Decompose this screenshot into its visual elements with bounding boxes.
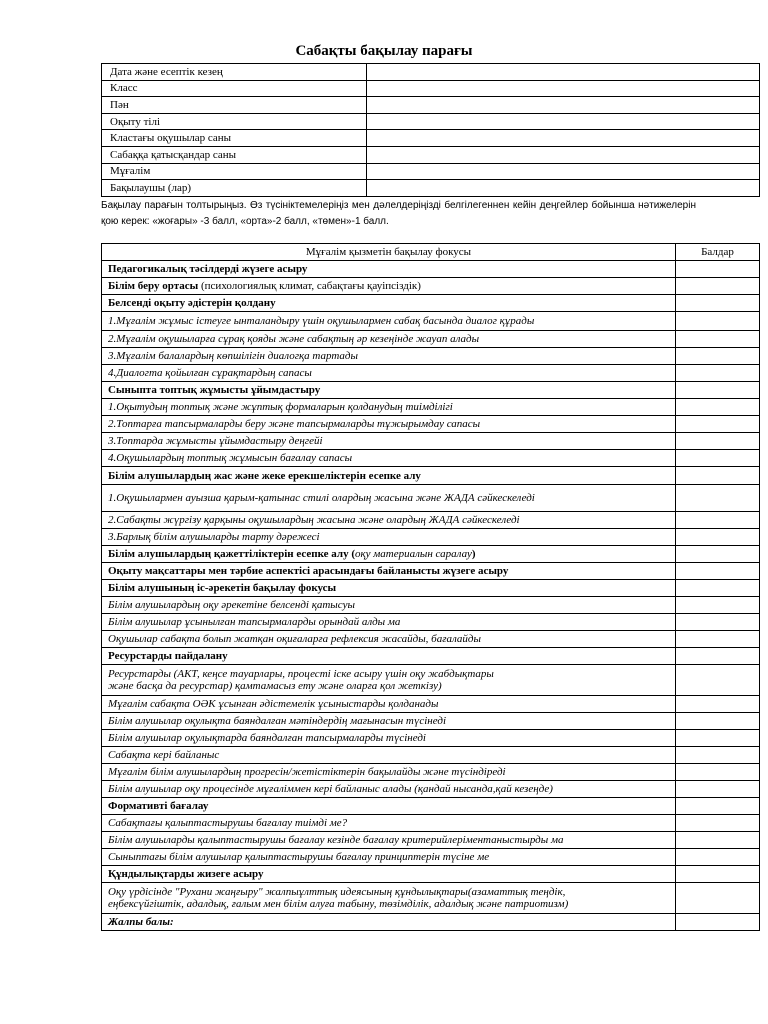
score-cell[interactable] [676,348,760,365]
info-row [102,180,760,197]
focus-item [102,467,676,485]
focus-item [102,433,676,450]
focus-item [102,529,676,546]
focus-row [102,781,760,798]
focus-item-text: Жалпы балы: [108,916,174,928]
focus-item [102,781,676,798]
focus-row [102,883,760,914]
info-value-cell[interactable] [367,163,760,180]
focus-item [102,815,676,832]
focus-item-text: 2.Сабақты жүргізу қарқыны оқушылардың жасына және олардың ЖАДА сәйкескеледі [108,514,520,526]
score-cell[interactable] [676,597,760,614]
score-cell[interactable] [676,781,760,798]
score-cell[interactable] [676,295,760,312]
info-table [101,63,760,197]
focus-row [102,546,760,563]
focus-row [102,261,760,278]
focus-row [102,512,760,529]
score-cell[interactable] [676,485,760,512]
focus-item [102,866,676,883]
info-label: Мұғалім [102,163,367,180]
score-cell[interactable] [676,529,760,546]
focus-item [102,914,676,931]
score-cell[interactable] [676,730,760,747]
info-value-cell[interactable] [367,97,760,114]
score-cell[interactable] [676,580,760,597]
focus-item-text: Білім алушылардың қажеттіліктерін есепке алу ( [108,548,355,560]
focus-item-text: Білім алушылар ұсынылған тапсырмаларды орындай алды ма [108,616,401,628]
focus-item-text: Білім алушылардың жас және жеке ерекшеліктерін есепке алу [108,469,421,482]
focus-item-text: Білім беру ортасы [108,280,199,292]
focus-table [101,243,760,931]
info-label: Дата және есептік кезең [102,64,367,81]
focus-item-text: 4.Оқушылардың топтық жұмысын бағалау сапасы [108,452,353,464]
focus-item [102,696,676,713]
score-cell[interactable] [676,815,760,832]
focus-item-text: Ресурстарды пайдалану [108,650,228,662]
focus-item-text: Білім алушылар оқулықтарда баяндалған тапсырмаларды түсінеді [108,732,426,744]
score-cell[interactable] [676,713,760,730]
focus-item-text: Оқушылар сабақта болып жатқан оқиғаларға рефлексия жасайды, бағалайды [108,633,481,645]
info-value-cell[interactable] [367,113,760,130]
focus-item-text: 3.Топтарда жұмысты ұйымдастыру деңгейі [108,435,323,447]
focus-row [102,382,760,399]
score-cell[interactable] [676,382,760,399]
focus-item-text: Оқу үрдісінде "Рухани жаңғыру" жалпыұлттық идеясының құндылықтары(азаматтық теңдік, [108,886,566,898]
info-row [102,64,760,81]
score-cell[interactable] [676,648,760,665]
focus-row [102,631,760,648]
focus-item-text: Мұғалім сабақта ОӘК ұсынған әдістемелік ұсыныстарды қолданады [108,698,439,710]
focus-row [102,798,760,815]
score-cell[interactable] [676,416,760,433]
focus-item-text: және басқа да ресурстар) қамтамасыз ету және оларға қол жеткізу) [108,680,442,692]
focus-item-text: 1.Оқушылармен ауызша қарым-қатынас стилі олардың жасына және ЖАДА сәйкескеледі [108,492,535,504]
score-cell[interactable] [676,696,760,713]
focus-item [102,597,676,614]
focus-row [102,580,760,597]
info-row [102,80,760,97]
focus-item-text: Білім алушының іс-әрекетін бақылау фокусы [108,582,337,594]
info-label: Бақылаушы (лар) [102,180,367,197]
focus-item [102,580,676,597]
focus-item [102,832,676,849]
score-cell[interactable] [676,278,760,295]
focus-row [102,467,760,485]
focus-item [102,382,676,399]
focus-item [102,883,676,914]
focus-item-text: Сыныпта топтық жұмысты ұйымдастыру [108,384,321,396]
focus-row [102,815,760,832]
score-cell[interactable] [676,883,760,914]
info-row [102,97,760,114]
focus-row [102,331,760,348]
focus-item [102,416,676,433]
score-cell[interactable] [676,832,760,849]
focus-item [102,665,676,696]
info-row [102,163,760,180]
focus-item-text: Формативті бағалау [108,800,209,812]
score-cell[interactable] [676,866,760,883]
focus-item-text: Оқыту мақсаттары мен тәрбие аспектісі арасындағы байланысты жүзеге асыру [108,565,509,577]
score-cell[interactable] [676,747,760,764]
page-title: Сабақты бақылау парағы [295,43,473,59]
focus-item-text: 2.Топтарға тапсырмаларды беру және тапсырмаларды тұжырымдау сапасы [108,418,481,430]
focus-row [102,914,760,931]
info-value-cell[interactable] [367,146,760,163]
score-cell[interactable] [676,563,760,580]
focus-item [102,261,676,278]
score-cell[interactable] [676,399,760,416]
focus-item-text: Білім алушылар оқу процесінде мұғаліммен кері байланыс алады (қандай нысанда,қай кезеңде) [108,783,553,795]
focus-item [102,764,676,781]
info-label: Класс [102,80,367,97]
focus-row [102,529,760,546]
score-cell[interactable] [676,312,760,331]
focus-item [102,450,676,467]
info-value-cell[interactable] [367,180,760,197]
focus-item-text: Сабақта кері байланыс [108,749,220,761]
focus-item [102,648,676,665]
focus-row [102,832,760,849]
focus-item [102,485,676,512]
focus-row [102,416,760,433]
focus-item-text: Білім алушылардың оқу әрекетіне белсенді қатысуы [108,599,355,611]
focus-row [102,312,760,331]
focus-row [102,713,760,730]
focus-item-text: Мұғалім білім алушылардың прогресін/жетістіктерін бақылайды және түсіндіреді [108,766,506,778]
score-cell[interactable] [676,798,760,815]
focus-row [102,365,760,382]
info-value-cell[interactable] [367,80,760,97]
focus-item [102,331,676,348]
focus-item-text: 3.Мұғалім балалардың көпшілігін диалогқа тартады [108,350,358,362]
focus-header: Мұғалім қызметін бақылау фокусы [102,244,676,261]
focus-item-text: (психологиялық климат, сабақтағы қауіпсіздік) [198,280,421,292]
focus-item-text: ) [471,548,476,560]
focus-row [102,849,760,866]
focus-item-text: оқу материалын саралау [354,548,472,560]
focus-item-text: Белсенді оқыту әдістерін қолдану [108,297,276,309]
score-cell[interactable] [676,546,760,563]
focus-row [102,747,760,764]
focus-item [102,399,676,416]
focus-item-text: 2.Мұғалім оқушыларға сұрақ қояды және сабақтың әр кезеңінде жауап алады [108,333,480,345]
focus-row [102,399,760,416]
focus-item-text: Білім алушылар оқулықта баяндалған мәтіндердің мағынасын түсінеді [108,715,446,727]
score-cell[interactable] [676,467,760,485]
score-cell[interactable] [676,764,760,781]
focus-item [102,798,676,815]
focus-item-text: 1.Мұғалім жұмыс істеуге ынталандыру үшін оқушылармен сабақ басында диалог құрады [108,315,535,327]
focus-item-text: 1.Оқытудың топтық және жұптық формаларын қолданудың тиімділігі [108,401,453,413]
info-row [102,146,760,163]
focus-row [102,295,760,312]
focus-item [102,546,676,563]
focus-item [102,295,676,312]
score-header: Балдар [676,244,760,261]
focus-item [102,512,676,529]
focus-row [102,485,760,512]
focus-row [102,730,760,747]
score-cell[interactable] [676,614,760,631]
focus-item [102,348,676,365]
focus-row [102,648,760,665]
focus-item [102,747,676,764]
focus-item [102,563,676,580]
info-row [102,113,760,130]
focus-item-text: Сыныптағы білім алушылар қалыптастырушы бағалау принциптерін түсіне ме [108,851,490,863]
score-cell[interactable] [676,512,760,529]
score-cell[interactable] [676,331,760,348]
focus-row [102,696,760,713]
focus-row [102,433,760,450]
focus-item [102,312,676,331]
focus-item [102,730,676,747]
info-label: Кластағы оқушылар саны [102,130,367,147]
info-label: Сабаққа қатысқандар саны [102,146,367,163]
focus-row [102,665,760,696]
focus-item-text: Білім алушыларды қалыптастырушы бағалау кезінде бағалау критерийлеріментаныстырды ма [108,834,564,846]
info-value-cell[interactable] [367,130,760,147]
focus-row [102,764,760,781]
info-row [102,130,760,147]
focus-item-text: Құндылықтарды жизеге асыру [108,868,264,880]
focus-item-text: Сабақтағы қалыптастырушы бағалау тиімді ме? [108,817,348,829]
score-cell[interactable] [676,665,760,696]
focus-row [102,278,760,295]
focus-item [102,849,676,866]
score-cell[interactable] [676,849,760,866]
focus-item-text: Ресурстарды (АКТ, кеңсе тауарлары, процесті іске асыру үшін оқу жабдықтары [108,668,494,680]
score-cell[interactable] [676,450,760,467]
info-value-cell[interactable] [367,64,760,81]
score-cell[interactable] [676,365,760,382]
instructions-note: Бақылау парағын толтырыңыз. Өз түсініктемелеріңіз мен дәлелдеріңізді белгілегеннен кейін деңгейлер бойынша нәтижелерін қою керек: «жоғары» -3 балл, «орта»-2 балл, «төмен»-1 балл. [101,200,696,227]
score-cell[interactable] [676,631,760,648]
focus-row [102,866,760,883]
focus-item [102,365,676,382]
focus-row [102,563,760,580]
score-cell[interactable] [676,261,760,278]
focus-row [102,348,760,365]
focus-row [102,614,760,631]
focus-item [102,614,676,631]
info-label: Пән [102,97,367,114]
info-label: Оқыту тілі [102,113,367,130]
focus-item [102,713,676,730]
score-cell[interactable] [676,914,760,931]
focus-item-text: Педагогикалық тәсілдерді жүзеге асыру [108,263,308,275]
focus-row [102,450,760,467]
focus-row [102,597,760,614]
focus-item-text: еңбексүйгіштік, адалдық, ғалым мен білім алуға табыну, төзімділік, адалдық және патриотизм) [108,898,569,910]
focus-item [102,278,676,295]
focus-item [102,631,676,648]
focus-item-text: 3.Барлық білім алушыларды тарту дәрежесі [108,531,320,543]
score-cell[interactable] [676,433,760,450]
focus-item-text: 4.Диалогта қойылған сұрақтардың сапасы [108,367,312,379]
